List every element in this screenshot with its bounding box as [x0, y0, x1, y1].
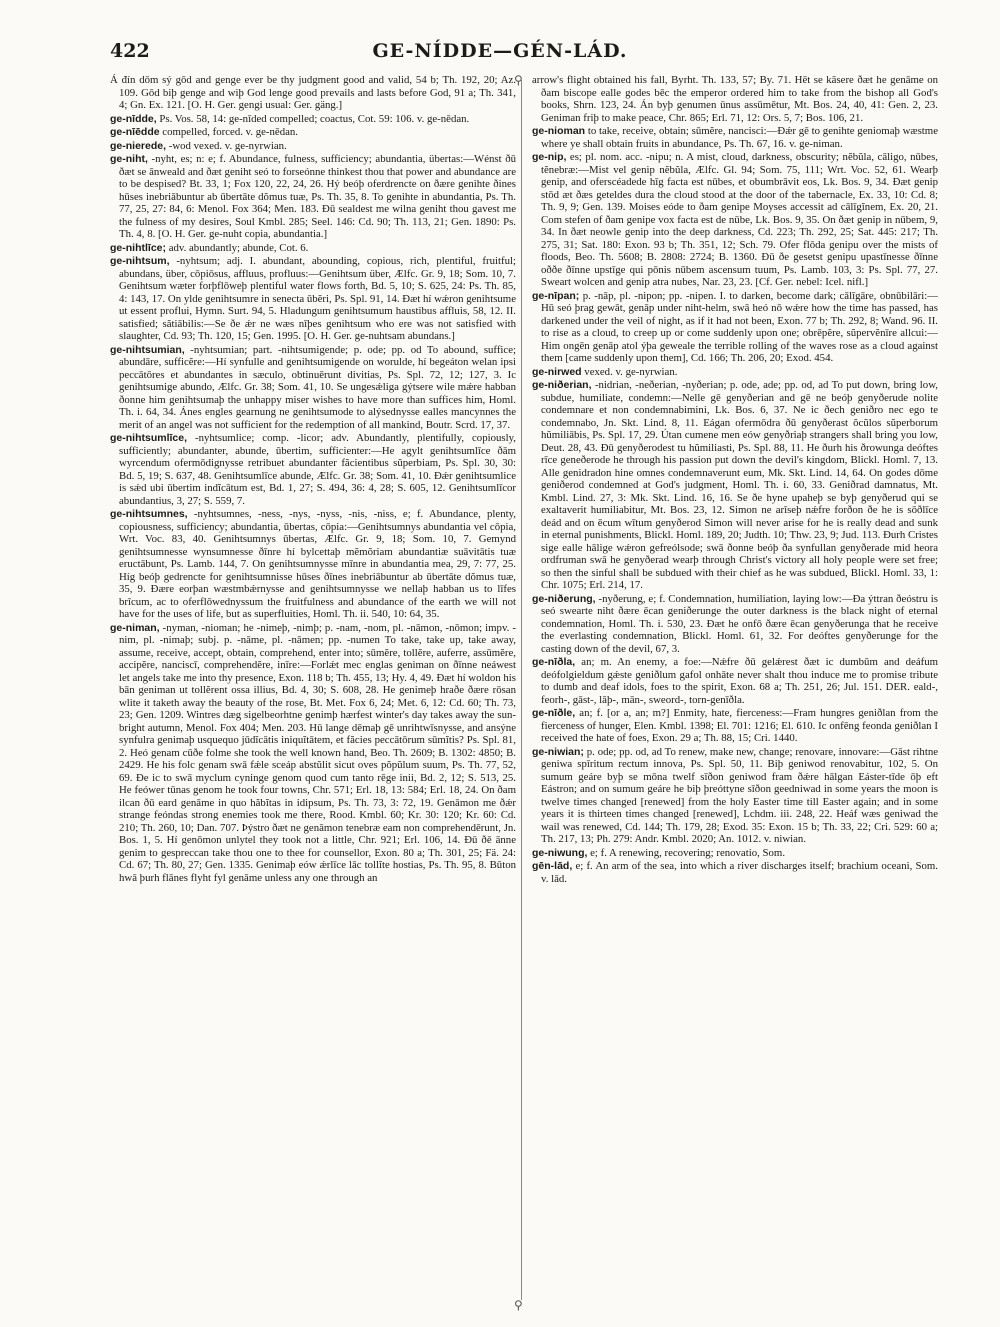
entry-headword: ge-niwian;: [532, 745, 584, 758]
dictionary-entry: [532, 74, 938, 124]
entry-text: -nyhtsumlice; comp. -licor; adv. Abundantly, plentifully, copiously, sufficiently; abundanter, abunde, ūbertim, sufficienter:—He agylt genihtsumlīce ðām wyrcendum ofermōdignysse retribuet abundanter făcientibus sŭperbiam, Ps. Spl. 30, 30: Bd. 5, 19; S. 637, 48. Genihtsumlīce abunde, Ælfc. Gr. 38; Som. 41, 10. Ðǽr genihtsumlice is sǽd ubi ūbertim indĭcātum est, Bd. 1, 27; S. 494, 36: 4, 28; S. 605, 12. Genihtsumlīcor abundantius, 3, 27; S. 559, 7.: [119, 432, 516, 507]
dictionary-entry: [532, 847, 938, 860]
entry-headword: ge-niwung,: [532, 846, 588, 859]
dictionary-entry: [532, 125, 938, 150]
entry-text: e; f. An arm of the sea, into which a river discharges itself; brachium oceani, Som. v. lād.: [541, 860, 938, 885]
left-column: [110, 74, 516, 1306]
entry-text: -nyhtsumnes, -ness, -nys, -nyss, -nis, -niss, e; f. Abundance, plenty, copiousness, sufficiency; abundantia, ūbertas, cōpia:—Genihtsumnys abundantia vel cōpia, Wrt. Voc. 83, 40. Genihtsumnys ūbertas, Ælfc. Gr. 9, 18; Som. 10, 7. Gemynd genihtsumnesse wynsumnesse ðīnre hí bylcettaþ mĕmŏriam abundantiæ suāvitātis tuæ eructābunt, Ps. Lamb. 144, 7. On genihtsumnysse mīnre in abundantia mea, 29, 7: 77, 25. Híg beóþ gedrencte for genihtsumnisse hūses ðīnes inebriābuntur ab ūbertāte dŏmus tuæ, 35, 9. Ðære eorþan wæstmbǽrnysse and genihtsumnysse we nellaþ habban us to līfes brīcum, ac to oferflōwednyssum the fruitfulness and abundance of the earth we will not have for the uses of life, but as superfluities, Homl. Th. ii. 540, 10: 64, 35.: [119, 508, 516, 620]
page-number: 422: [110, 40, 150, 62]
running-head: GE-NÍDDE—GÉN-LÁD.: [372, 40, 628, 62]
dictionary-entry: [110, 140, 516, 153]
dictionary-entry: [110, 113, 516, 126]
entry-headword: ge-niðerung,: [532, 592, 596, 605]
dictionary-entry: [532, 746, 938, 846]
entry-text: -nyhtsumian; part. -nihtsumigende; p. ode; pp. od To abound, suffice; abundāre, sufficĕre:—Hí synfulle and genihtsumigende on woruldе, hí begeáton welan ipsi peccātōres et abundantes in sæculo, obtinuērunt divitias, Ps. Spl. 72, 12; 127, 3. Ic genihtsumige abundo, Ælfc. Gr. 38; Som. 41, 10. Se ungesǽliga gýtsere wile mǽre habban ðonne him genihtsumaþ the unhappy miser wishes to have more than suffices him, Homl. Th. i. 64, 34. Ánes engles gearnung ne genihtsumode to alýsednysse ealles mancynnes the merit of an angel was not sufficient for the redemption of all mankind, Boutr. Scrd. 17, 37.: [119, 343, 516, 431]
entry-text: -nyman, -nioman; he -nimeþ, -nimþ; p. -nam, -nom, pl. -nāmon, -nōmon; impv. -nim, pl. -nimaþ; subj. p. -nāme, pl. -nāmen; pp. -numen To take, take up, take away, assume, receive, accept, obtain, comprehend, enter into; sūmĕre, tollĕre, auferre, assūmĕre, accipĕre, nanciscī, comprehendĕre, inīre:—Forlǽt mec englas geniman on ðīnne neáwest let angels take me into thy presence, Exon. 118 b; Th. 455, 13; Hy. 4, 49. Ðæt hí woldon his bān geniman ut tollĕrent ossa illius, Bd. 4, 30; S. 608, 28. He genimeþ hraðe ðære rōsan wlite it taketh away the beauty of the rose, Bt. Met. Fox 6, 24; Met. 6, 12: Cd. 60; Th. 73, 23; Gen. 1209. Wintres dæg sigelbeorhtne genimþ hærfest winter's day takes away the sun-bright autumn, Menol. Fox 404; Men. 203. Hū lange dēmaþ gē unrihtwīsnysse, and ansýne synfulra genimaþ usquequo jūdĭcātis iniquĭtātem, et făcies peccātōrum sūmĭtis? Ps. Spl. 81, 2. Heó genam cūðe folme she took the well known hand, Beo. Th. 2609; B. 1302: 4850; B. 2429. He his folc genam swā fǽle sceáp abstŭlit sicut oves pŏpŭlum suum, Ps. Th. 77, 52, 69. Ðe ic to swā myclum cyninge genom quod cum tanto rēge inii, Bd. 2, 12; S. 513, 25. He feówer tūnas genom he took four towns, Chr. 571; Erl. 18, 13: 584; Erl. 18, 24. On ðam ilcan ðū eard genāme in quo hăbĭtas in idipsum, Ps. Th. 73, 3: 72, 19. Genāmon me ðǽr strange feóndas strong enemies took me there, Rood. Kmbl. 60; Kr. 30: 120; Kr. 60: Cd. 210; Th. 260, 10; Dan. 707. Þýstro ðæt ne genāmon tenebræ eam non comprehendērunt, Jn. Bos. 1, 5. Hí genōmon unlytel they took not a little, Chr. 921; Erl. 106, 14. Ðū ðē ānne genim to gespreccan take thou one to thee for counsellor, Exon. 80 a; Th. 301, 25; Fä. 24: Cd. 67; Th. 80, 27; Gen. 1335. Genimaþ eów ǽrlīce lāc tollĭte hostias, Ps. Th. 95, 8. Būton hwā þurh flānes flyht fyl genāme unless any one through an: [119, 621, 516, 884]
entry-headword: ge-nihtsumnes,: [110, 508, 188, 520]
dictionary-entry: [110, 153, 516, 241]
dictionary-entry: [532, 379, 938, 592]
entry-headword: gēn-lād,: [532, 860, 573, 872]
entry-text: vexed. v. ge-nyrwian.: [584, 365, 678, 378]
entry-text: -nyht, es; n: e; f. Abundance, fulness, sufficiency; abundantia, übertas:—Wénst ðū ðæt se ānweald and ðæt geniht seó to forseónne thinkest thou that power and abundance are to be despised? Bt. 33, 1; Fox 120, 22, 24, 26. Hý beóþ oferdrencte on ðære genihte ðines hūses inebriābuntur ab ūbertāte dŏmus tuæ, Ps. Th. 35, 8. To genihte in abundantia, Ps. Th. 77, 25, 27: 84, 6: Menol. Fox 364; Men. 183. Ðū sealdest me wilna geniht thou gavest me the fulness of my desires, Soul Kmbl. 285; Seel. 146: Cd. 90; Th. 113, 21; Gen. 1890: Ps. Th. 4, 8. [O. H. Ger. ge-nuht copia, abundantia.]: [119, 153, 516, 240]
entry-headword: ge-nip,: [532, 151, 567, 163]
entry-text: arrow's flight obtained his fall, Byrht. Th. 133, 57; By. 71. Hēt se kāsere ðæt he genāme on ðam biscope ealle godes bēc the emperor ordered him to take from the bishop all God's books, Shrn. 123, 24. Án byþ genumen ūnus assūmētur, Mt. Bos. 24, 40, 41: Gen. 2, 23. Geniman friþ to make peace, Chr. 865; Erl. 71, 12: Ors. 5, 7; Bos. 106, 21.: [532, 74, 938, 124]
entry-text: -nyðerung, e; f. Condemnation, humiliation, laying low:—Ða ýttran ðeóstru is seó swearte niht ðære ēcan geniðerunge the outer darkness is the black night of eternal condemnation, Homl. Th. i. 530, 23. Ðæt he onfō ðære ēcan genyðerunga that he receive the everlasting condemnation, Blickl. Homl. 61, 32. For deóftes genyðerunge for the casting down of the devil, 67, 3.: [541, 592, 938, 655]
entry-headword: ge-nihtlīce;: [110, 241, 167, 254]
divider-ornament-bottom: ⚲: [514, 1298, 523, 1312]
right-column: [532, 74, 938, 1306]
page-header: [110, 40, 890, 70]
dictionary-entry: [532, 593, 938, 656]
entry-headword: ge-nīðla,: [532, 656, 576, 668]
entry-headword: ge-nīðle,: [532, 707, 576, 719]
entry-headword: ge-niman,: [110, 621, 160, 634]
dictionary-entry: [532, 366, 938, 379]
dictionary-entry: [110, 74, 516, 112]
dictionary-entry: [110, 126, 516, 139]
entry-headword: ge-nihtsum,: [110, 255, 170, 267]
column-divider: [521, 80, 522, 1300]
entry-text: an; f. [or a, an; m?] Enmity, hate, fierceness:—Fram hungres geniðlan from the fierceness of hunger, Elen. Kmbl. 1398; El. 701: 1216; El. 610. Ic onfēng feonda geniðlan I received the hate of foes, Exon. 29 a; Th. 88, 15; Cri. 1440.: [541, 707, 938, 744]
entry-headword: ge-nihtsumian,: [110, 343, 185, 356]
dictionary-entry: [110, 508, 516, 621]
entry-text: -nyhtsum; adj. I. abundant, abounding, copious, rich, plentiful, fruitful; abundans, über, cōpiōsus, affluus, profluus:—Genihtsum über, Ælfc. Gr. 9, 18; Som. 10, 7. Genihtsum wæter forþflōweþ plentiful water flows forth, Bd. 5, 10; S. 625, 24: Ps. Th. 85, 4: 143, 17. On ylde genihtsumre in senecta ūbĕri, Ps. Spl. 91, 14. Ðæt hí wǽron genihtsume ut essent proflui, Hymn. Surt. 94, 5. Hladungum genihtsumum haustibus affluis, 58, 12. II. satisfied; sătiābilis:—Se ðe ǽr ne wæs nīþes genihtsum who ere was not satisfied with slaughter, Cd. 93; Th. 120, 15; Gen. 1995. [O. H. Ger. ge-nuhtsam abundans.]: [119, 255, 516, 342]
dictionary-entry: [532, 656, 938, 706]
entry-headword: ge-niht,: [110, 153, 148, 165]
entry-text: compelled, forced. v. ge-nēdan.: [162, 126, 298, 138]
entry-headword: ge-niðerian,: [532, 379, 592, 391]
dictionary-entry: [110, 242, 516, 255]
entry-text: es; pl. nom. acc. -nipu; n. A mist, cloud, darkness, obscurity; nĕbŭla, cāligo, nūbes, tĕnebræ:—Mist vel genip nĕbŭla, Ælfc. Gl. 94; Som. 75, 111; Wrt. Voc. 52, 61. Wearþ genip, and oferscéadede hīg facta est nūbes, et obumbrāvit eos, Lk. Bos. 9, 34. Ðæt genip stōd æt ðæs geteldes dura the cloud stood at the door of the tabernacle, Ex. 33, 10: Cd. 8; Th. 9, 9; Gen. 139. Moises eóde to ðam genipe Moyses accessit ad cālīgĭnem, Ex. 20, 21. Com stefen of ðam genipe vox facta est de nūbe, Lk. Bos. 9, 35. On ðæt genip in nūbem, 9, 34. In ðæt neowle genip into the deep darkness, Cd. 223; Th. 292, 25; Sat. 445: 217; Th. 275, 31; Sat. 180: Exon. 93 b; Th. 351, 12; Sch. 79. Ofer flōda genipu over the mists of floods, Beo. Th. 5608; B. 2808: 2724; B. 1360. Ðū ðe gesetst genipu upastīnesse ðīnne oððe ðīnne upstīge qui pōnis nūbem ascensum tuum, Ps. Lamb. 103, 3: Ps. Spl. 77, 27. Sweart wolcen and genip atra nubes, Nar. 23, 23. [Cf. Ger. nebel: Icel. nifl.]: [541, 151, 938, 288]
entry-headword: ge-nioman: [532, 125, 586, 137]
entry-text: -wod vexed. v. ge-nyrwian.: [168, 139, 287, 152]
entry-text: e; f. A renewing, recovering; renovatio, Som.: [590, 846, 786, 859]
dictionary-entry: [532, 860, 938, 885]
entry-text: p. ode; pp. od, ad To renew, make new, change; renovare, innovare:—Gāst rihtne geniwa spīritum rectum innova, Ps. Spl. 50, 11. Biþ geniwod renovabitur, 102, 5. On sumum geáre byþ se mōna twelf sīðon geniwod fram ðǽre hālgan Eáster-tīde ōþ eft Eástron; and on sumum geáre he biþ þreóttyne sīðon geedniwad in some years the moon is twelve times changed [renewed] from the holy Easter time till Easter again; and in some years it is thirteen times changed [renewed], Lchdm. iii. 248, 22. Heáf wæs geniwad the wail was renewed, Cd. 144; Th. 179, 28; Exod. 35: Exon. 15 b; Th. 33, 22; Cri. 529: 60 a; Th. 217, 13; Ph. 279: Andr. Kmbl. 2020; An. 1012. v. niwian.: [541, 745, 938, 845]
entry-text: adv. abundantly; abunde, Cot. 6.: [168, 241, 309, 254]
divider-ornament-top: ⚲: [514, 73, 523, 87]
entry-headword: ge-nīpan;: [532, 289, 580, 302]
entry-headword: ge-nihtsumlīce,: [110, 432, 188, 444]
dictionary-entry: [532, 290, 938, 365]
dictionary-entry: [110, 344, 516, 432]
entry-headword: ge-nīdde,: [110, 112, 157, 125]
entry-text: -nidrian, -neðerian, -nyðerian; p. ode, ade; pp. od, ad To put down, bring low, subdue, humiliate, condemn:—Nelle gē genyðerian and gē ne beóþ genyðerude nolite condemnare et non condemnabimini, Lk. Bos. 6, 37. Ne ic ðech geniðro nec ego te condemnabo, Jn. Skt. Lind. 8, 11. Eágan ofermōdra ðū genyðerast ŏcŭlos sŭperborum hŭmiliābis, Ps. Spl. 17, 29. Útan cumene men eów genyðriaþ strangers shall bring you low, Deut. 28, 43. Ðū genyðerodest tu hŭmiliasti, Ps. Spl. 88, 11. He ðurh his ðrowunga deóftes rīce geneðerode he through his passion put down the devil's kingdom, Blickl. Homl. 7, 13. Alle genidradon hine omnes condemnaverunt eum, Mk. Skt. Lind. 14, 64. On godes dōme geniðerod condemned at God's judgment, Homl. Th. i. 60, 33. Geniðrad damnatus, Mt. Kmbl. Lind. 27, 3: Mk. Skt. Lind. 16, 16. Se ðe hyne upaheþ se byþ genyðerud qui se exaltaverit humiliabitur, Mt. Bos. 23, 12. Simon ne arīseþ nǽfre forðon ðe he is sōðlīce deád and on ēcum wītum genyðerod Simon will never arise for he is really dead and sunk in eternal punishments, Blickl. Homl. 189, 20; Judth. 10; Thw. 23, 9; Jud. 113. Ðurh Cristes sige ealle hālige wǽron gefreólsode; swā ðonne beóþ ða synfullan genyðerade mid heora ordfruman swā he genyðerad wearþ through Christ's victory all holy people were set free; so then the sinful shall be subdued with their chief as he was subdued, Blickl. Homl. 33, 1: Chr. 1075; Erl. 214, 17.: [541, 379, 938, 591]
entry-text: Ps. Vos. 58, 14: ge-nīded compelled; coactus, Cot. 59: 106. v. ge-nēdan.: [159, 112, 470, 125]
dictionary-entry: [110, 432, 516, 507]
dictionary-entry: [532, 707, 938, 745]
entry-headword: ge-nirwed: [532, 365, 582, 378]
entry-text: p. -nāp, pl. -nipon; pp. -nipen. I. to darken, become dark; cālīgāre, obnūbilāri:—Hū seó þrag gewāt, genāp under niht-helm, swā heó nō wǽre how the time has passed, has darkened under the veil of night, as if it had not been, Exon. 77 b; Th. 292, 8; Wand. 96. II. to rise as a cloud, to creep up or come suddenly upon one; obrēpĕre, sŭpervĕnīre allcui:—Him ongēn genāp atol ýþa geweale the terrible rolling of the waves rose as a cloud against them [came suddenly upon them], Cd. 166; Th. 206, 20; Exod. 454.: [541, 289, 938, 364]
dictionary-entry: [532, 151, 938, 289]
entry-text: an; m. An enemy, a foe:—Nǽfre ðū gelǽrest ðæt ic dumbūm and deáfum deófolgieldum gǽste geniðlum gafol onhāte never shalt thou induce me to promise tribute to dumb and deaf idols, foes to the spirit, Exon. 68 a; Th. 251, 26; Jul. 151. DER. eald-, feorh-, gāst-, lāþ-, mān-, sweord-, torn-genīðla.: [541, 656, 938, 706]
dictionary-entry: [110, 622, 516, 885]
entry-text: Á đín dōm sý gōd and genge ever be thy judgment good and valid, 54 b; Th. 192, 20; Az. 109. Gōd biþ genge and wiþ God lenge good prevails and lasts before God, 91 a; Th. 341, 4; Gn. Ex. 121. [O. H. Ger. gengi usual: Ger. gäng.]: [110, 74, 516, 111]
dictionary-entry: [110, 255, 516, 343]
entry-headword: ge-nierede,: [110, 139, 167, 152]
entry-headword: ge-nīēdde: [110, 126, 160, 138]
entry-text: to take, receive, obtain; sūmĕre, nancisci:—Ðǽr gē to genihte geniomaþ wæstme where ye shall obtain fruits in abundance, Ps. Th. 67, 16. v. ge-niman.: [541, 125, 938, 150]
